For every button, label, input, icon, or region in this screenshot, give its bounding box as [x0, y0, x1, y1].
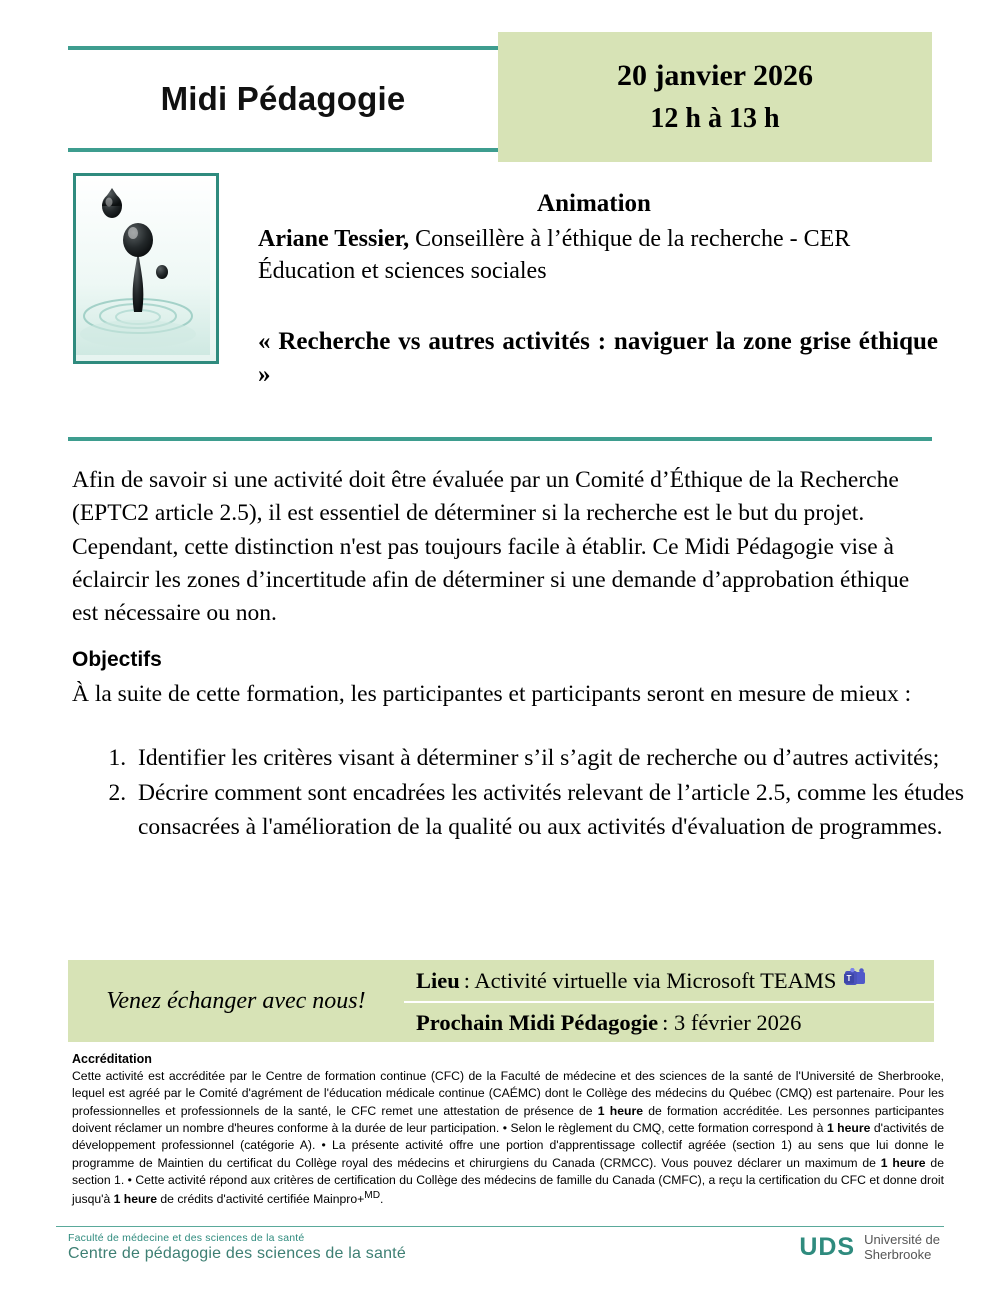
- objectifs-heading: Objectifs: [72, 648, 162, 671]
- page-title: Midi Pédagogie: [160, 80, 406, 117]
- accreditation-part-3: d'activités de développement professionnel (catégorie A). • La présente activité offre une portion d'apprentissage collectif agréée (section 1) au sens que lui donne le programme de Maintien du certificat du Collège royal des médecins et chirurgiens du Canada (CRMCC). Vous pouvez déclarer un maximum de: [72, 1120, 944, 1170]
- section-divider: [68, 437, 932, 441]
- invitation-text: Venez échanger avec nous!: [106, 987, 366, 1014]
- accreditation-superscript: MD: [364, 1190, 381, 1202]
- accreditation-part-2: de formation accréditée. Les personnes participantes doivent réclamer un nombre d'heures conforme à la durée de leur participation. • Selon le règlement du CMQ, cette formation correspond à: [72, 1103, 944, 1135]
- svg-text:T: T: [846, 973, 852, 983]
- accreditation-hours-3: 1 heure: [880, 1155, 926, 1170]
- presentation-section: [68, 168, 938, 423]
- accreditation-block: [72, 1052, 944, 1209]
- footer-faculty: Faculté de médecine et des sciences de la santé: [68, 1232, 305, 1244]
- objectifs-lead: À la suite de cette formation, les participantes et participants seront en mesure de mieux :: [72, 681, 912, 707]
- speaker-role: Conseillère à l’éthique de la recherche - CER Éducation et sciences sociales: [258, 226, 851, 284]
- info-panel: [68, 960, 934, 1042]
- uds-logo-mark: UDS: [799, 1232, 856, 1261]
- accreditation-text: [72, 1068, 944, 1209]
- accreditation-part-1: Cette activité est accréditée par le Centre de formation continue (CFC) de la Faculté de médecine et des sciences de la santé de l'Université de Sherbrooke, lequel est agréé par le Comité d'agrément de l'éducation médicale continue (CAÉMC) dont le Collège des médecins du Québec (CMQ) est partenaire. Pour les professionnelles et professionnels de la santé, le CFC remet une attestation de présence de: [72, 1069, 944, 1118]
- accreditation-hours-1: 1 heure: [597, 1103, 643, 1118]
- accreditation-hours-2: 1 heure: [826, 1120, 871, 1135]
- event-time: 12 h à 13 h: [650, 103, 780, 134]
- uds-logo-line-1: Université de: [864, 1232, 940, 1247]
- accreditation-part-6: .: [380, 1192, 384, 1207]
- header-date-panel: [498, 32, 932, 162]
- animation-block: [258, 190, 930, 287]
- speaker-name: Ariane Tessier,: [258, 226, 410, 252]
- accreditation-hours-4: 1 heure: [113, 1192, 157, 1207]
- uds-logo-text: [864, 1232, 940, 1263]
- list-item: 1. Identifier les critères visant à déterminer s’il s’agit de recherche ou d’autres activités;: [132, 742, 1000, 775]
- event-date: 20 janvier 2026: [616, 59, 814, 92]
- header-title-band: [68, 46, 498, 152]
- footer-centre: Centre de pédagogie des sciences de la santé: [68, 1245, 406, 1262]
- list-item: 2. Décrire comment sont encadrées les activités relevant de l’article 2.5, comme les études consacrées à l'amélioration de la qualité ou aux activités d'évaluation de programmes.: [132, 777, 1000, 844]
- next-session-value: : 3 février 2026: [662, 1009, 802, 1035]
- invitation-panel: [68, 960, 404, 1042]
- accreditation-part-5: de crédits d'activité certifiée Mainpro+: [157, 1192, 365, 1207]
- lieu-label: Lieu: [416, 967, 460, 993]
- animation-label: Animation: [537, 190, 651, 217]
- footer-logo: [799, 1232, 940, 1263]
- lieu-value: : Activité virtuelle via Microsoft TEAMS: [463, 967, 837, 993]
- accreditation-part-4: de section 1. • Cette activité répond aux critères de certification du Collège des médecins de famille du Canada (CMFC), a reçu la certification du CFC et donne droit jusqu'à: [72, 1155, 944, 1207]
- microsoft-teams-icon: [844, 968, 866, 994]
- next-session-row: [404, 1001, 934, 1042]
- info-details: [404, 960, 934, 1042]
- intro-paragraph: Afin de savoir si une activité doit être évaluée par un Comité d’Éthique de la Recherche (EPTC2 article 2.5), il est essentiel de déterminer si la recherche est le but du projet. Cependant, cette distinction n'est pas toujours facile à établir. Ce Midi Pédagogie vise à éclaircir les zones d’incertitude afin de déterminer si une demande d’approbation éthique est nécessaire ou non.: [72, 467, 910, 627]
- lieu-row: [404, 960, 934, 1001]
- next-session-label: Prochain Midi Pédagogie: [416, 1009, 659, 1035]
- footer-institution: [68, 1232, 488, 1263]
- accreditation-title: Accréditation: [72, 1052, 152, 1066]
- water-drop-illustration: [73, 173, 219, 364]
- uds-logo-line-2: Sherbrooke: [864, 1247, 932, 1263]
- poster-header: [68, 32, 932, 162]
- talk-title: « Recherche vs autres activités : naviguer la zone grise éthique »: [258, 328, 938, 388]
- objectifs-list: [72, 742, 1000, 846]
- speaker-line: [258, 224, 930, 287]
- footer-divider: [56, 1226, 944, 1227]
